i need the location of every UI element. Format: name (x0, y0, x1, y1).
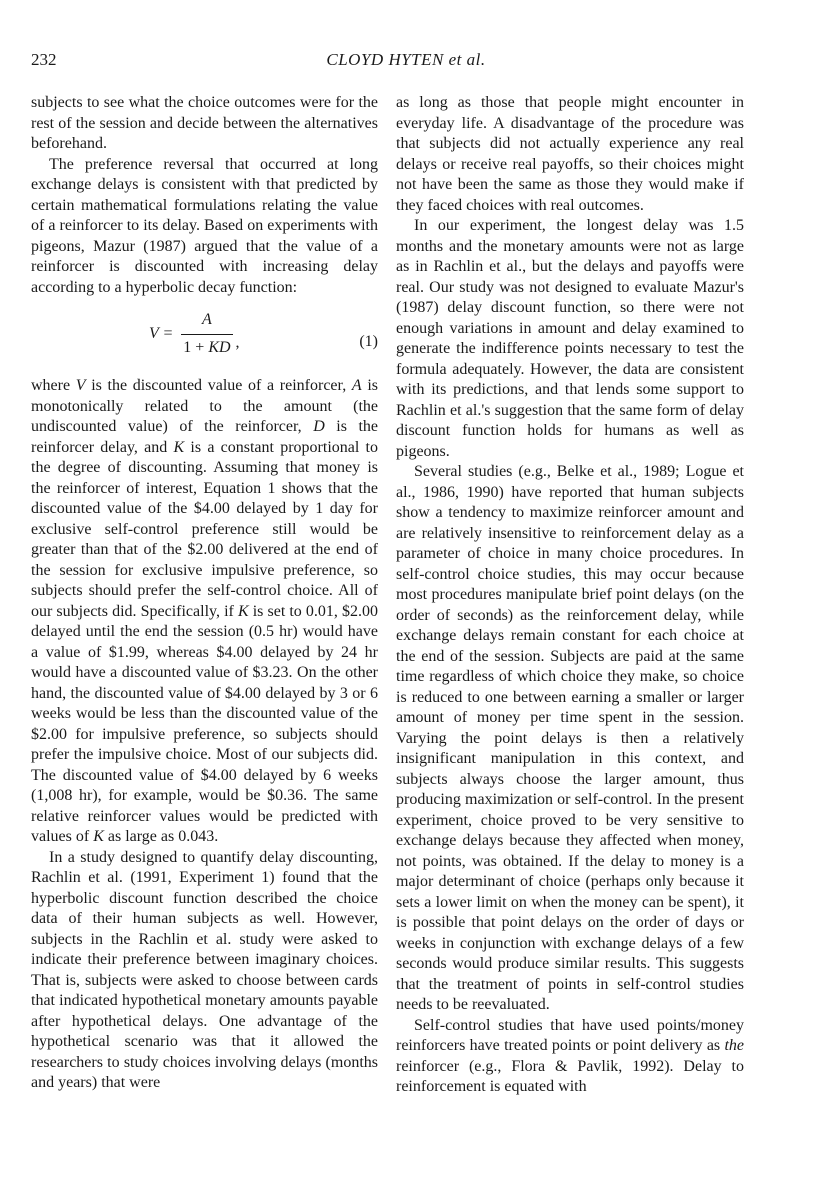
text: is the discounted value of a reinforcer, (85, 377, 352, 394)
equation-label: (1) (359, 333, 378, 350)
emphasis: the (724, 1037, 744, 1054)
paragraph: In a study designed to quantify delay discounting, Rachlin et al. (1991, Experiment 1) found that the hyperbolic discount function described the choice data of their human subjects as well. However, subjects in the Rachlin et al. study were asked to indicate their preference between imaginary choices. That is, subjects were asked to choose between cards that indicated hypothetical monetary amounts payable after hypothetical delays. One advantage of the hypothetical scenario was that it allowed the researchers to study choices involving delays (months and years) that were (31, 848, 378, 1091)
paragraph: Several studies (e.g., Belke et al., 1989; Logue et al., 1986, 1990) have reported that human subjects show a tendency to maximize reinforcer amount and are relatively insensitive to reinforcement delay as a parameter of choice in many choice procedures. In self-control choice studies, this may occur because most procedures manipulate brief point delays (on the order of seconds) as the reinforcement delay, while exchange delays remain constant for each choice at the end of the session. Subjects are paid at the same time regardless of which choice they make, so choice is reduced to one between earning a smaller or larger amount of money per time spent in the session. Varying the point delays is then a relatively insignificant manipulation in this context, and subjects always choose the larger amount, thus producing maximization or self-control. In the present experiment, choice proved to be very sensitive to exchange delays because they affected when money, not points, was obtained. If the delay to money is a major determinant of choice (perhaps only because it sets a lower limit on when the money can be spent), it is possible that point delays on the order of days or weeks in conjunction with exchange delays of a few seconds would produce similar results. This suggests that the treatment of points in self-control studies needs to be reevaluated. (396, 463, 744, 1013)
denominator-var: KD (208, 338, 231, 356)
running-head: CLOYD HYTEN et al. (326, 50, 486, 69)
paragraph (396, 1016, 744, 1098)
equation-comma: , (235, 333, 240, 351)
text: is the reinforcer delay, and (31, 418, 379, 456)
variable: A (351, 377, 362, 394)
page-header (31, 50, 781, 74)
variable: K (93, 828, 104, 845)
left-column (31, 93, 378, 1094)
text: Self-control studies that have used points/money reinforcers have treated points or point delivery as (396, 1016, 744, 1054)
equation-denominator (181, 335, 232, 359)
text: is set to 0.01, $2.00 delayed until the end the session (0.5 hr) would have a value of $1.99, whereas $4.00 delayed by 24 hr would have a discounted value of $3.23. On the other hand, the discounted value of $4.00 delayed by 3 or 6 weeks would be less than the discounted value of the $2.00 for impulsive preference, so subjects should prefer the impulsive choice. Most of our subjects did. The discounted value of $4.00 delayed by 6 weeks (1,008 hr), for example, would be $0.36. The same relative reinforcer values would be predicted with values of (31, 602, 379, 845)
text: is a constant proportional to the degree of discounting. Assuming that money is the reinforcer of interest, Equation 1 shows that the discounted value of the $4.00 delayed by 1 day for exclusive self-control preference still would be greater than that of the $2.00 delivered at the end of the session for exclusive impulsive preference, so subjects should prefer the self-control choice. All of our subjects did. Specifically, if (31, 438, 378, 620)
paragraph: The preference reversal that occurred at long exchange delays is consistent with that predicted by certain mathematical formulations relating the value of a reinforcer to its delay. Based on experiments with pigeons, Mazur (1987) argued that the value of a reinforcer is discounted with increasing delay according to a hyperbolic decay function: (31, 155, 378, 296)
paragraph: as long as those that people might encounter in everyday life. A disadvantage of the procedure was that subjects did not actually experience any real delays or receive real payoffs, so their choices might not have been the same as those they would make if they faced choices with real outcomes. (396, 94, 744, 214)
text: where (31, 377, 76, 394)
text: reinforcer (e.g., Flora & Pavlik, 1992). Delay to reinforcement is equated with (396, 1057, 744, 1095)
paragraph: In our experiment, the longest delay was 1.5 months and the monetary amounts were not as large as in Rachlin et al., but the delays and payoffs were real. Our study was not designed to evaluate Mazur's (1987) delay discount function, so there were not enough variations in amount and delay examined to generate the indifference points necessary to test the formula adequately. However, the data are consistent with its predictions, and that lends some support to Rachlin et al.'s suggestion that the same form of delay discount function holds for humans as well as pigeons. (396, 217, 744, 460)
right-column (396, 93, 744, 1098)
equation-lhs: V = (149, 324, 174, 342)
variable: K (173, 438, 185, 456)
text: as large as 0.043. (103, 828, 219, 845)
paragraph (31, 376, 378, 848)
denominator-prefix: 1 + (183, 338, 209, 356)
equation-fraction (181, 310, 232, 358)
variable: K (237, 602, 249, 620)
paragraph: subjects to see what the choice outcomes were for the rest of the session and decide between the alternatives beforehand. (31, 94, 378, 152)
variable: V (75, 377, 86, 394)
equation-numerator: A (202, 311, 212, 328)
equation-1 (31, 306, 378, 370)
variable: D (313, 418, 325, 435)
text: is monotonically related to the amount (the undiscounted value) of the reinforcer, (31, 377, 378, 435)
page-number: 232 (31, 50, 57, 69)
